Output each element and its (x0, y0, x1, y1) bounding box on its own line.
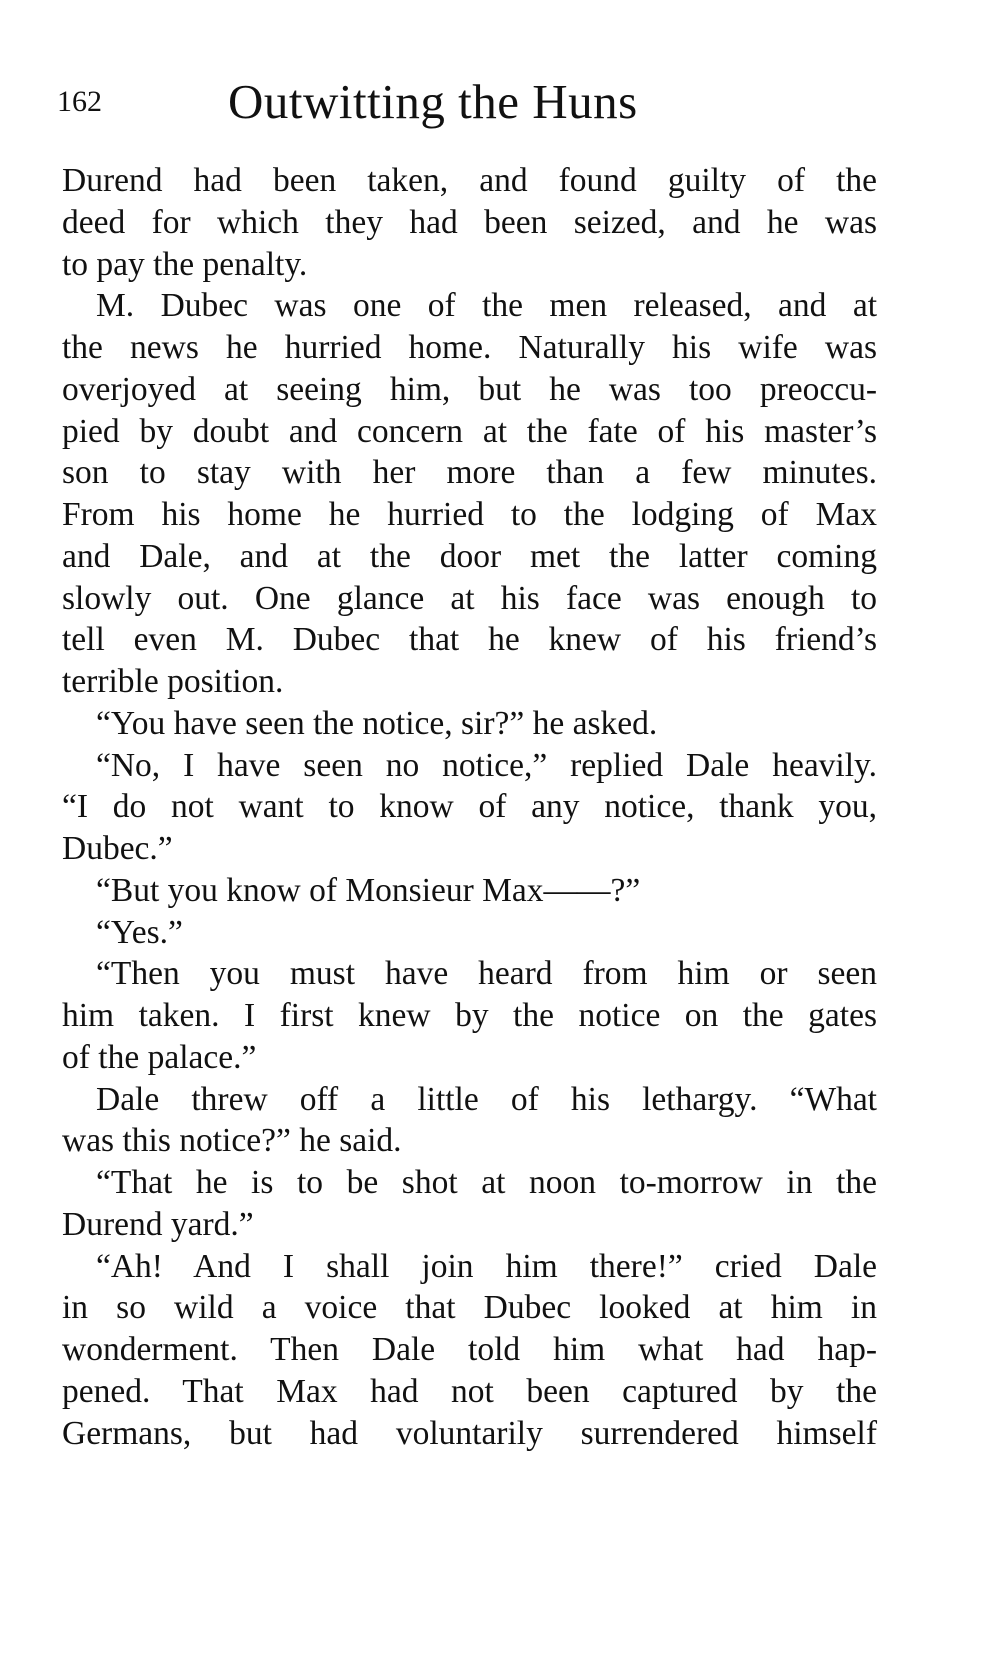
text-line: the news he hurried home. Naturally his wife was (62, 329, 877, 366)
text-line: was this notice?” he said. (62, 1122, 402, 1160)
text-line: of the palace.” (62, 1038, 257, 1076)
text-line: “Then you must have heard from him or seen (96, 955, 877, 993)
text-line: Dale threw off a little of his lethargy. “What (96, 1080, 877, 1118)
text-line: son to stay with her more than a few minutes. (62, 454, 877, 492)
text-line: “No, I have seen no notice,” replied Dale heavily. (96, 746, 877, 784)
text-line: tell even M. Dubec that he knew of his friend’s (62, 621, 877, 659)
body-text (62, 160, 877, 1454)
text-line: overjoyed at seeing him, but he was too preoccu- (62, 370, 877, 408)
text-line: Durend yard.” (62, 1205, 254, 1243)
text-line: and Dale, and at the door met the latter coming (62, 537, 877, 575)
text-line: pened. That Max had not been captured by the (62, 1372, 877, 1410)
text-line: Germans, but had voluntarily surrendered himself (62, 1414, 877, 1452)
text-line: “But you know of Monsieur Max——?” (96, 871, 641, 909)
text-line: “Yes.” (96, 913, 183, 951)
page-number: 162 (57, 85, 102, 118)
running-title: Outwitting the Huns (228, 74, 638, 129)
text-line: “You have seen the notice, sir?” he asked. (96, 704, 658, 742)
text-line: in so wild a voice that Dubec looked at him in (62, 1289, 877, 1327)
text-line: “Ah! And I shall join him there!” cried Dale (96, 1247, 877, 1285)
text-line: deed for which they had been seized, and he was (62, 203, 877, 241)
text-line: From his home he hurried to the lodging of Max (62, 496, 877, 533)
text-line: “I do not want to know of any notice, thank you, (62, 788, 877, 826)
text-line: him taken. I first knew by the notice on the gates (62, 997, 877, 1034)
text-line: Durend had been taken, and found guilty of the (62, 162, 877, 199)
text-line: “That he is to be shot at noon to-morrow in the (96, 1164, 877, 1201)
text-line: wonderment. Then Dale told him what had hap- (62, 1331, 877, 1368)
text-line: to pay the penalty. (62, 245, 308, 283)
text-line: pied by doubt and concern at the fate of his master’s (62, 412, 877, 450)
text-line: slowly out. One glance at his face was enough to (62, 579, 877, 617)
text-line: Dubec.” (62, 830, 173, 867)
text-line: M. Dubec was one of the men released, and at (96, 287, 877, 325)
text-line: terrible position. (62, 663, 284, 700)
